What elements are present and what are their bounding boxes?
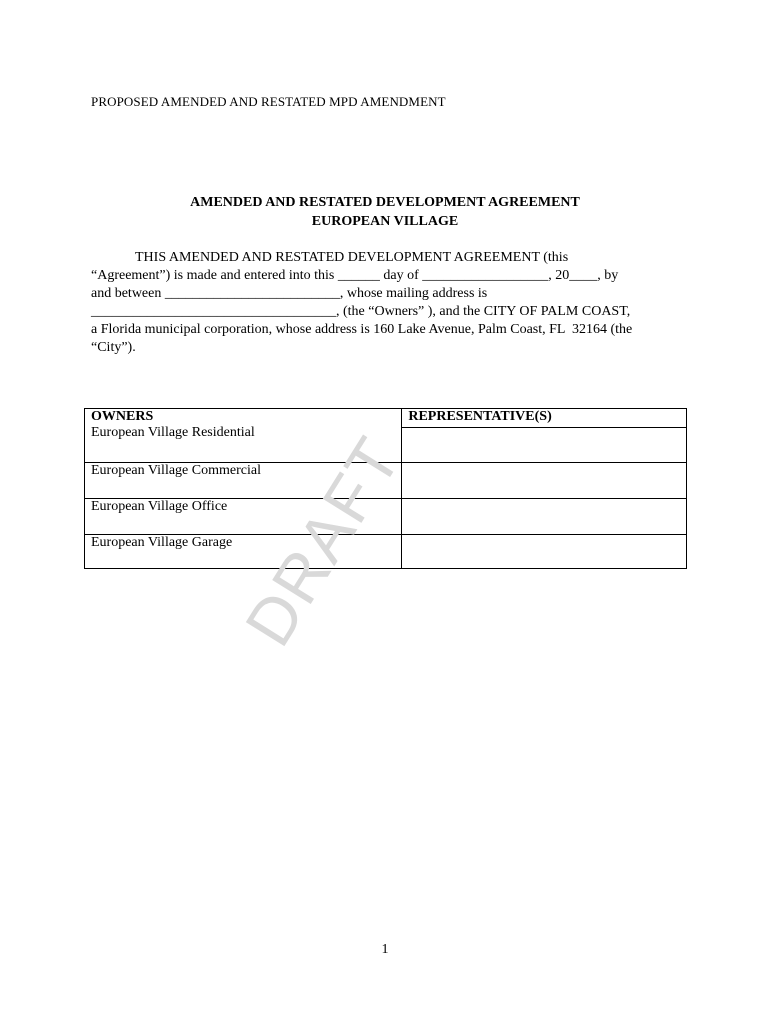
representative-cell [402,499,687,535]
representative-cell [402,535,687,569]
owner-name: European Village Office [91,499,228,514]
representatives-column-header: REPRESENTATIVE(S) [402,409,686,428]
intro-line: THIS AMENDED AND RESTATED DEVELOPMENT AGREEMENT (this [135,250,569,265]
representative-cell [402,463,687,499]
intro-line: ___________________________________, (the “Owners” ), and the CITY OF PALM COAST, [91,304,631,319]
document-subtitle: EUROPEAN VILLAGE [311,214,459,229]
owner-name: European Village Residential [91,425,255,440]
draft-watermark [230,423,416,659]
intro-line: and between _________________________, whose mailing address is [91,286,488,301]
owner-name: European Village Commercial [91,463,261,478]
owner-name: European Village Garage [91,535,233,550]
table-row [85,535,687,569]
owners-column-header: OWNERS [91,409,154,424]
document-title: AMENDED AND RESTATED DEVELOPMENT AGREEMENT [190,195,580,210]
intro-line: “City”). [91,340,136,355]
intro-line: “Agreement”) is made and entered into this ______ day of __________________, 20____, by [91,268,619,283]
document-header: PROPOSED AMENDED AND RESTATED MPD AMENDMENT [91,94,446,109]
draft-watermark-text: DRAFT [230,423,416,659]
intro-line: a Florida municipal corporation, whose address is 160 Lake Avenue, Palm Coast, FL 32164 (the [91,322,633,337]
representative-cell [402,409,687,463]
page-number: 1 [381,942,389,957]
